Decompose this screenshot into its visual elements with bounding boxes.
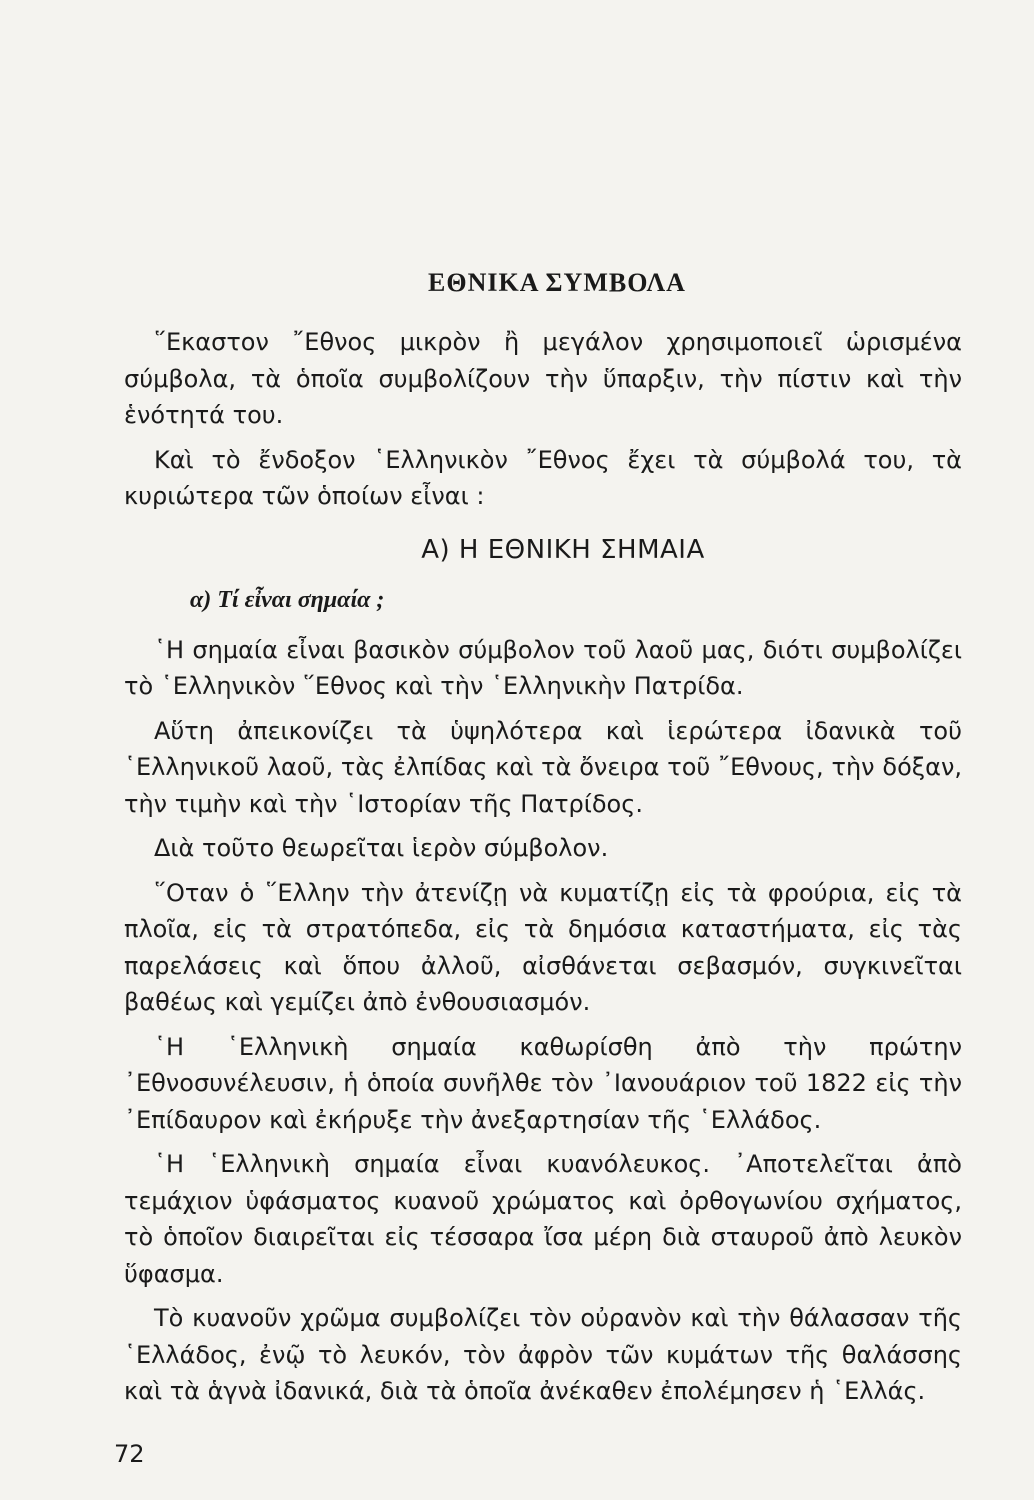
chapter-title: ΕΘΝΙΚΑ ΣΥΜΒΟΛΑ: [428, 268, 686, 297]
section-heading: Α) Η ΕΘΝΙΚΗ ΣΗΜΑΙΑ: [421, 534, 705, 565]
sub-heading: α) Τί εἶναι σημαία ;: [190, 586, 385, 613]
body-paragraph: ῞Οταν ὁ ῞Ελλην τὴν ἀτενίζῃ νὰ κυματίζῃ εἰς τὰ φρούρια, εἰς τὰ πλοῖα, εἰς τὰ στρατόπεδα, εἰς τὰ δημόσια καταστήματα, εἰς τὰς παρελάσεις καὶ ὅπου ἀλλοῦ, αἰσθάνεται σεβασμόν, συγκινεῖται βαθέως καὶ γεμίζει ἀπὸ ἐνθουσιασμόν.: [124, 878, 962, 1016]
body-paragraph: ῾Η ῾Ελληνικὴ σημαία εἶναι κυανόλευκος. ᾿Αποτελεῖται ἀπὸ τεμάχιον ὑφάσματος κυανοῦ χρώματος καὶ ὀρθογωνίου σχήματος, τὸ ὁποῖον διαιρεῖται εἰς τέσσαρα ἴσα μέρη διὰ σταυροῦ ἀπὸ λευκὸν ὕφασμα.: [124, 1150, 962, 1288]
page-number: 72: [114, 1440, 145, 1468]
body-paragraph: ῾Η σημαία εἶναι βασικὸν σύμβολον τοῦ λαοῦ μας, διότι συμβολίζει τὸ ῾Ελληνικὸν ῞Εθνος καὶ τὴν ῾Ελληνικὴν Πατρίδα.: [124, 635, 962, 700]
body-paragraph: Τὸ κυανοῦν χρῶμα συμβολίζει τὸν οὐρανὸν καὶ τὴν θάλασσαν τῆς ῾Ελλάδος, ἐνῷ τὸ λευκόν, τὸν ἀφρὸν τῶν κυμάτων τῆς θαλάσσης καὶ τὰ ἁγνὰ ἰδανικά, διὰ τὰ ὁποῖα ἀνέκαθεν ἐπολέμησεν ἡ ῾Ελλάς.: [124, 1304, 962, 1405]
body-paragraph: ῾Η ῾Ελληνικὴ σημαία καθωρίσθη ἀπὸ τὴν πρώτην ᾿Εθνοσυνέλευσιν, ἡ ὁποία συνῆλθε τὸν ᾿Ιανουάριον τοῦ 1822 εἰς τὴν ᾿Επίδαυρον καὶ ἐκήρυξε τὴν ἀνεξαρτησίαν τῆς ῾Ελλάδος.: [124, 1032, 962, 1134]
intro-paragraph-1: ῞Εκαστον ῎Εθνος μικρὸν ἢ μεγάλον χρησιμοποιεῖ ὡρισμένα σύμβολα, τὰ ὁποῖα συμβολίζουν τὴν ὕπαρξιν, τὴν πίστιν καὶ τὴν ἑνότητά του.: [124, 328, 962, 429]
body-paragraph: Αὕτη ἀπεικονίζει τὰ ὑψηλότερα καὶ ἱερώτερα ἰδανικὰ τοῦ ῾Ελληνικοῦ λαοῦ, τὰς ἐλπίδας καὶ τὰ ὄνειρα τοῦ ῎Εθνους, τὴν δόξαν, τὴν τιμὴν καὶ τὴν ῾Ιστορίαν τῆς Πατρίδος.: [124, 716, 962, 818]
intro-paragraph-2: Καὶ τὸ ἔνδοξον ῾Ελληνικὸν ῎Εθνος ἔχει τὰ σύμβολά του, τὰ κυριώτερα τῶν ὁποίων εἶναι :: [124, 445, 962, 510]
body-paragraph: Διὰ τοῦτο θεωρεῖται ἱερὸν σύμβολον.: [154, 834, 609, 862]
page-body: [124, 250, 962, 1450]
